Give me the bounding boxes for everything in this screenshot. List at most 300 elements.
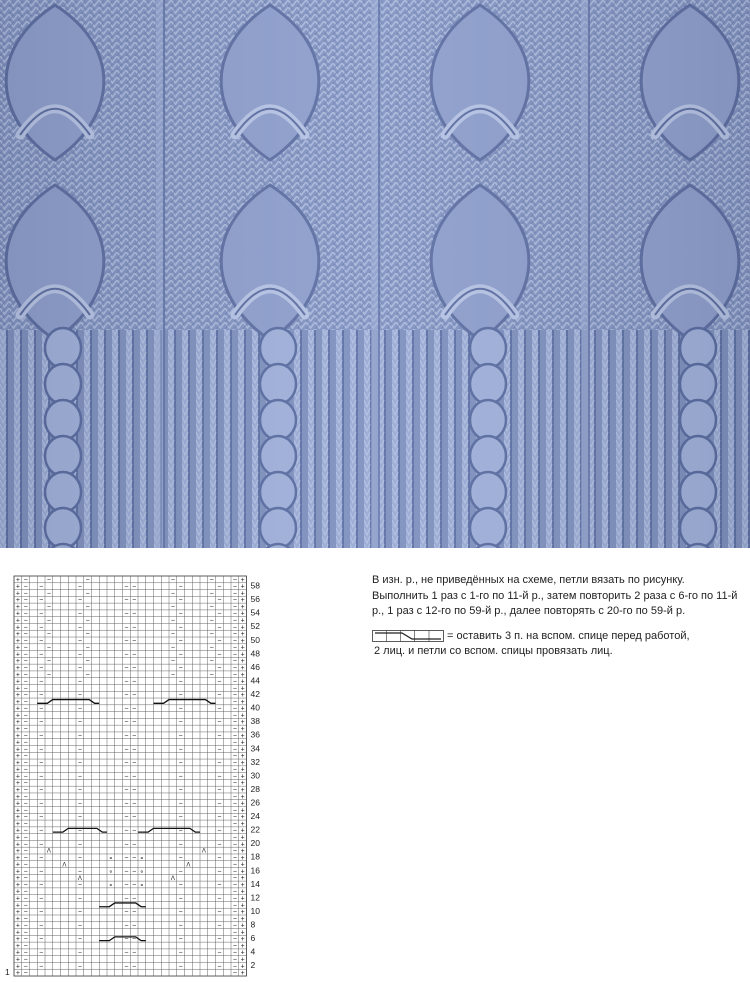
chart-cell-symbol: − — [178, 719, 183, 727]
chart-cell-symbol: − — [124, 773, 129, 781]
chart-cell-symbol: − — [232, 922, 237, 930]
chart-cell-symbol: − — [39, 719, 44, 727]
chart-cell-symbol: − — [77, 895, 82, 903]
chart-cell-symbol: + — [240, 692, 245, 700]
chart-cell-symbol: + — [240, 787, 245, 795]
chart-cell-symbol: − — [132, 705, 137, 713]
chart-cell-symbol: − — [232, 610, 237, 618]
chart-cell-symbol: + — [15, 854, 20, 862]
chart-cell-symbol: − — [23, 705, 28, 713]
chart-cell-symbol: − — [77, 827, 82, 835]
chart-cell-symbol: − — [23, 861, 28, 869]
row-number-label: 36 — [250, 729, 260, 740]
chart-cell-symbol: − — [232, 848, 237, 856]
chart-cell-symbol: + — [240, 902, 245, 910]
chart-cell-symbol: − — [77, 854, 82, 862]
chart-cell-symbol: + — [240, 942, 245, 950]
chart-cell-symbol: − — [232, 624, 237, 632]
chart-cell-symbol: − — [132, 922, 137, 930]
chart-cell-symbol: − — [23, 576, 28, 584]
chart-cell-symbol: − — [232, 705, 237, 713]
chart-cell-symbol: − — [23, 888, 28, 896]
chart-cell-symbol: + — [15, 685, 20, 693]
chart-cell-symbol: − — [178, 664, 183, 672]
chart-cell-symbol: + — [15, 963, 20, 971]
chart-cell-symbol: − — [217, 868, 222, 876]
chart-cell-symbol: + — [15, 617, 20, 625]
chart-cell-symbol: − — [232, 915, 237, 923]
chart-cell-symbol: − — [23, 678, 28, 686]
chart-cell-symbol: − — [77, 773, 82, 781]
chart-cell-symbol: + — [240, 780, 245, 788]
chart-cell-symbol: − — [232, 759, 237, 767]
chart-cell-symbol: − — [217, 814, 222, 822]
chart-cell-symbol: − — [39, 664, 44, 672]
legend-text-2: 2 лиц. и петли со вспом. спицы провязать лиц. — [374, 645, 613, 657]
instruction-text: В изн. р., не приведённых на схеме, петли вязать по рисунку. Выполнить 1 раз с 1-го по 11-й р., затем повторить 2 раза с 6-го по 11-й р., 1 раз с 12-го по 59-й р., далее повторять с 20-го по 59-й р. — [372, 574, 738, 617]
chart-cell-symbol: − — [124, 827, 129, 835]
row-number-label: 16 — [250, 865, 260, 876]
chart-cell-symbol: + — [15, 671, 20, 679]
row-number-label: 22 — [250, 824, 260, 835]
chart-cell-symbol: − — [77, 746, 82, 754]
chart-cell-symbol: − — [178, 800, 183, 808]
chart-cell-symbol: − — [132, 610, 137, 618]
row-number-label: 12 — [250, 892, 260, 903]
chart-cell-symbol: − — [232, 637, 237, 645]
chart-cell-symbol: Λ — [186, 862, 191, 869]
chart-cell-symbol: + — [240, 929, 245, 937]
chart-cell-symbol: − — [124, 936, 129, 944]
chart-cell-symbol: − — [132, 732, 137, 740]
chart-cell-symbol: − — [39, 909, 44, 917]
chart-cell-symbol: − — [209, 644, 214, 652]
chart-cell-symbol: + — [240, 719, 245, 727]
chart-cell-symbol: − — [23, 726, 28, 733]
chart-cell-symbol: + — [15, 827, 20, 835]
chart-cell-symbol: + — [15, 807, 20, 815]
chart-cell-symbol: + — [240, 685, 245, 693]
row-number-label: 10 — [250, 905, 260, 916]
row-number-label: 24 — [250, 811, 260, 822]
chart-cell-symbol: − — [23, 949, 28, 957]
chart-cell-symbol: + — [15, 848, 20, 856]
chart-cell-symbol: − — [85, 671, 90, 679]
chart-cell-symbol: − — [23, 814, 28, 822]
chart-cell-symbol: − — [217, 787, 222, 795]
chart-cell-symbol: − — [217, 705, 222, 713]
chart-cell-symbol: − — [23, 834, 28, 842]
chart-cell-symbol: + — [240, 644, 245, 652]
chart-cell-symbol: − — [23, 848, 28, 856]
chart-cell-symbol: − — [23, 685, 28, 693]
chart-cell-symbol: + — [15, 705, 20, 713]
chart-cell-symbol: − — [232, 671, 237, 679]
chart-cell-symbol: − — [170, 576, 175, 584]
chart-cell-symbol: + — [240, 807, 245, 815]
chart-cell-symbol: − — [46, 631, 51, 639]
chart-cell-symbol: + — [240, 576, 245, 584]
chart-cell-symbol: + — [15, 936, 20, 944]
chart-cell-symbol: + — [240, 712, 245, 720]
chart-cell-symbol: + — [15, 942, 20, 950]
chart-cell-symbol: − — [77, 664, 82, 672]
chart-cell-symbol: − — [77, 637, 82, 645]
chart-cell-symbol: − — [178, 705, 183, 713]
chart-cell-symbol: − — [217, 624, 222, 632]
chart-cell-symbol: − — [232, 929, 237, 937]
chart-cell-symbol: − — [178, 854, 183, 862]
chart-cell-symbol: − — [178, 759, 183, 767]
chart-cell-symbol: + — [15, 610, 20, 618]
chart-cell-symbol: − — [124, 854, 129, 862]
chart-cell-symbol: − — [124, 841, 129, 849]
chart-cell-symbol: − — [39, 705, 44, 713]
chart-cell-symbol: + — [15, 868, 20, 876]
chart-cell-symbol: + — [240, 746, 245, 754]
chart-cell-symbol: − — [23, 868, 28, 876]
chart-cell-symbol: − — [124, 746, 129, 754]
chart-cell-symbol: − — [178, 868, 183, 876]
chart-cell-symbol: + — [240, 895, 245, 903]
chart-cell-symbol: + — [15, 651, 20, 659]
chart-cell-symbol: + — [240, 827, 245, 835]
chart-cell-symbol: − — [124, 787, 129, 795]
chart-cell-symbol: − — [23, 624, 28, 632]
chart-cell-symbol: − — [23, 929, 28, 937]
chart-cell-symbol: − — [77, 651, 82, 659]
chart-cell-symbol: − — [217, 949, 222, 957]
chart-cell-symbol: − — [217, 800, 222, 808]
chart-cell-symbol: − — [77, 841, 82, 849]
chart-cell-symbol: − — [39, 637, 44, 645]
chart-cell-symbol: + — [15, 881, 20, 889]
chart-cell-symbol: − — [85, 590, 90, 598]
chart-cell-symbol: − — [39, 895, 44, 903]
chart-cell-symbol: + — [240, 956, 245, 964]
chart-cell-symbol: − — [232, 909, 237, 917]
chart-cell-symbol: − — [178, 895, 183, 903]
chart-cell-symbol: − — [39, 854, 44, 862]
chart-cell-symbol: − — [217, 936, 222, 944]
chart-cell-symbol: − — [217, 909, 222, 917]
chart-cell-symbol: + — [240, 658, 245, 666]
chart-cell-symbol: + — [240, 603, 245, 611]
chart-cell-symbol: + — [15, 820, 20, 828]
chart-cell-symbol: − — [85, 603, 90, 611]
chart-cell-symbol: − — [178, 814, 183, 822]
chart-cell-symbol: − — [124, 610, 129, 618]
chart-cell-symbol: − — [23, 793, 28, 801]
chart-cell-symbol: + — [15, 739, 20, 747]
chart-cell-symbol: Λ — [77, 875, 82, 882]
chart-cell-symbol: − — [132, 963, 137, 971]
cable-legend — [372, 629, 744, 645]
chart-cell-symbol: − — [232, 820, 237, 828]
chart-cell-symbol: − — [46, 590, 51, 598]
chart-cell-symbol: − — [178, 610, 183, 618]
chart-cell-symbol: − — [232, 590, 237, 598]
chart-cell-symbol: − — [77, 922, 82, 930]
chart-cell-symbol: + — [15, 590, 20, 598]
chart-cell-symbol: − — [217, 719, 222, 727]
chart-cell-symbol: + — [15, 773, 20, 781]
chart-cell-symbol: − — [23, 895, 28, 903]
chart-cell-symbol: − — [217, 678, 222, 686]
chart-cell-symbol: + — [15, 766, 20, 774]
chart-cell-symbol: − — [209, 631, 214, 639]
row-number-label: 48 — [250, 648, 260, 659]
chart-cell-symbol: − — [232, 773, 237, 781]
chart-cell-symbol: − — [178, 949, 183, 957]
row-number-label: 14 — [250, 878, 260, 889]
chart-cell-symbol: − — [46, 603, 51, 611]
chart-cell-symbol: + — [15, 834, 20, 842]
row-number-label: 18 — [250, 851, 260, 862]
chart-cell-symbol: + — [240, 875, 245, 883]
chart-cell-symbol: − — [232, 963, 237, 971]
chart-cell-symbol: − — [217, 773, 222, 781]
chart-cell-symbol: − — [39, 922, 44, 930]
row-number-label: 42 — [250, 689, 260, 700]
chart-cell-symbol: − — [124, 732, 129, 740]
chart-cell-symbol: − — [39, 868, 44, 876]
chart-cell-symbol: − — [132, 841, 137, 849]
chart-cell-symbol: − — [124, 597, 129, 605]
chart-cell-symbol: − — [217, 692, 222, 700]
chart-cell-symbol: − — [178, 787, 183, 795]
chart-cell-symbol: − — [23, 759, 28, 767]
chart-cell-symbol: ∘ — [139, 854, 145, 862]
chart-cell-symbol: + — [240, 732, 245, 740]
chart-cell-symbol: − — [77, 881, 82, 889]
chart-cell-symbol: − — [39, 881, 44, 889]
chart-cell-symbol: − — [232, 603, 237, 611]
chart-cell-symbol: − — [232, 942, 237, 950]
row-number-label: 28 — [250, 783, 260, 794]
chart-cell-symbol: − — [77, 909, 82, 917]
chart-cell-symbol: − — [232, 881, 237, 889]
chart-cell-symbol: − — [232, 576, 237, 584]
chart-cell-symbol: − — [232, 685, 237, 693]
chart-cell-symbol: − — [232, 678, 237, 686]
chart-cell-symbol: − — [232, 956, 237, 964]
chart-cell-symbol: − — [132, 583, 137, 591]
chart-cell-symbol: − — [217, 759, 222, 767]
chart-cell-symbol: − — [232, 814, 237, 822]
chart-cell-symbol: − — [217, 922, 222, 930]
chart-cell-symbol: + — [240, 909, 245, 917]
chart-cell-symbol: − — [77, 936, 82, 944]
chart-cell-symbol: − — [39, 814, 44, 822]
row-number-label: 38 — [250, 716, 260, 727]
chart-cell-symbol: − — [232, 827, 237, 835]
chart-cell-symbol: − — [232, 732, 237, 740]
chart-cell-symbol: − — [23, 970, 28, 978]
chart-cell-symbol: − — [23, 909, 28, 917]
chart-cell-symbol: + — [15, 624, 20, 632]
chart-cell-symbol: + — [15, 929, 20, 937]
chart-cell-symbol: − — [23, 922, 28, 930]
chart-cell-symbol: + — [240, 834, 245, 842]
chart-cell-symbol: − — [178, 909, 183, 917]
row-number-label: 40 — [250, 702, 260, 713]
chart-cell-symbol: − — [23, 807, 28, 815]
chart-cell-symbol: − — [124, 664, 129, 672]
chart-cell-symbol: − — [23, 658, 28, 666]
chart-cell-symbol: − — [232, 895, 237, 903]
chart-cell-symbol: − — [23, 827, 28, 835]
row-number-label: 4 — [250, 946, 256, 957]
chart-cell-symbol: + — [240, 583, 245, 591]
chart-cell-symbol: − — [178, 637, 183, 645]
chart-cell-symbol: − — [46, 644, 51, 652]
chart-cell-symbol: − — [217, 610, 222, 618]
chart-cell-symbol: − — [232, 936, 237, 944]
chart-cell-symbol: − — [170, 658, 175, 666]
chart-cell-symbol: − — [23, 732, 28, 740]
chart-cell-symbol: − — [178, 963, 183, 971]
row-number-label: 54 — [250, 607, 260, 618]
chart-cell-symbol: − — [132, 800, 137, 808]
chart-cell-symbol: − — [232, 854, 237, 862]
chart-cell-symbol: ∘ — [139, 868, 145, 876]
chart-cell-symbol: − — [23, 637, 28, 645]
chart-cell-symbol: + — [240, 678, 245, 686]
chart-cell-symbol: − — [77, 719, 82, 727]
chart-cell-symbol: − — [232, 807, 237, 815]
chart-cell-symbol: + — [15, 787, 20, 795]
chart-cell-symbol: − — [23, 915, 28, 923]
chart-cell-symbol: Λ — [201, 848, 206, 855]
chart-cell-symbol: + — [15, 902, 20, 910]
chart-cell-symbol: + — [15, 861, 20, 869]
chart-cell-symbol: − — [178, 597, 183, 605]
chart-cell-symbol: + — [15, 583, 20, 591]
chart-cell-symbol: − — [39, 597, 44, 605]
chart-cell-symbol: − — [77, 597, 82, 605]
chart-cell-symbol: − — [232, 888, 237, 896]
chart-cell-symbol: − — [39, 963, 44, 971]
chart-cell-symbol: − — [178, 692, 183, 700]
chart-cell-symbol: − — [124, 759, 129, 767]
chart-cell-symbol: − — [232, 793, 237, 801]
chart-cell-symbol: − — [77, 732, 82, 740]
chart-cell-symbol: + — [240, 861, 245, 869]
chart-cell-symbol: + — [15, 793, 20, 801]
chart-cell-symbol: − — [23, 671, 28, 679]
chart-cell-symbol: − — [232, 841, 237, 849]
chart-cell-symbol: + — [15, 732, 20, 740]
chart-cell-symbol: + — [240, 726, 245, 733]
chart-cell-symbol: − — [178, 678, 183, 686]
chart-cell-symbol: + — [240, 963, 245, 971]
chart-cell-symbol: + — [15, 726, 20, 733]
chart-cell-symbol: − — [232, 800, 237, 808]
chart-cell-symbol: + — [15, 631, 20, 639]
chart-cell-symbol: − — [178, 936, 183, 944]
chart-cell-symbol: + — [240, 800, 245, 808]
chart-cell-symbol: − — [77, 963, 82, 971]
row-number-label: 46 — [250, 661, 260, 672]
chart-cell-symbol: − — [232, 753, 237, 761]
chart-cell-symbol: − — [124, 868, 129, 876]
chart-cell-symbol: − — [132, 692, 137, 700]
chart-cell-symbol: + — [15, 922, 20, 930]
chart-cell-symbol: − — [178, 881, 183, 889]
chart-cell-symbol: + — [240, 610, 245, 618]
chart-cell-symbol: − — [217, 732, 222, 740]
chart-cell-symbol: + — [240, 624, 245, 632]
chart-cell-symbol: − — [232, 583, 237, 591]
chart-cell-symbol: + — [240, 820, 245, 828]
chart-cell-symbol: − — [132, 909, 137, 917]
row-number-label: 34 — [250, 743, 260, 754]
chart-cell-symbol: − — [124, 909, 129, 917]
chart-cell-symbol: − — [232, 787, 237, 795]
chart-cell-symbol: + — [15, 637, 20, 645]
chart-cell-symbol: − — [132, 759, 137, 767]
chart-cell-symbol: + — [15, 780, 20, 788]
chart-cell-symbol: + — [240, 915, 245, 923]
chart-cell-symbol: + — [15, 644, 20, 652]
chart-cell-symbol: − — [232, 970, 237, 978]
chart-cell-symbol: − — [23, 644, 28, 652]
chart-cell-symbol: − — [132, 719, 137, 727]
chart-cell-symbol: − — [77, 868, 82, 876]
chart-cell-symbol: − — [232, 726, 237, 733]
chart-cell-symbol: − — [178, 773, 183, 781]
chart-cell-symbol: − — [124, 800, 129, 808]
chart-cell-symbol: − — [178, 922, 183, 930]
chart-cell-symbol: − — [232, 739, 237, 747]
chart-cell-symbol: − — [217, 854, 222, 862]
chart-cell-symbol: − — [77, 624, 82, 632]
chart-cell-symbol: + — [240, 753, 245, 761]
chart-cell-symbol: − — [232, 868, 237, 876]
chart-cell-symbol: − — [124, 922, 129, 930]
chart-cell-symbol: + — [240, 759, 245, 767]
chart-cell-symbol: + — [15, 664, 20, 672]
chart-cell-symbol: − — [23, 881, 28, 889]
chart-cell-symbol: − — [85, 617, 90, 625]
chart-cell-symbol: − — [124, 895, 129, 903]
chart-cell-symbol: − — [132, 597, 137, 605]
chart-cell-symbol: + — [15, 576, 20, 584]
chart-cell-symbol: − — [85, 576, 90, 584]
chart-cell-symbol: − — [46, 658, 51, 666]
chart-cell-symbol: − — [132, 678, 137, 686]
chart-cell-symbol: − — [46, 671, 51, 679]
chart-cell-symbol: + — [240, 705, 245, 713]
chart-cell-symbol: − — [124, 583, 129, 591]
chart-cell-symbol: + — [240, 841, 245, 849]
chart-cell-symbol: + — [15, 753, 20, 761]
chart-cell-symbol: − — [217, 895, 222, 903]
chart-cell-symbol: − — [217, 664, 222, 672]
chart-cell-symbol: − — [23, 651, 28, 659]
chart-cell-symbol: − — [217, 746, 222, 754]
chart-cell-symbol: ∘ — [108, 854, 114, 862]
chart-cell-symbol: − — [132, 624, 137, 632]
chart-cell-symbol: − — [77, 705, 82, 713]
chart-cell-symbol: + — [240, 698, 245, 706]
chart-cell-symbol: − — [132, 651, 137, 659]
chart-cell-symbol: − — [232, 651, 237, 659]
chart-cell-symbol: + — [240, 631, 245, 639]
chart-cell-symbol: − — [232, 949, 237, 957]
chart-cell-symbol: − — [232, 597, 237, 605]
